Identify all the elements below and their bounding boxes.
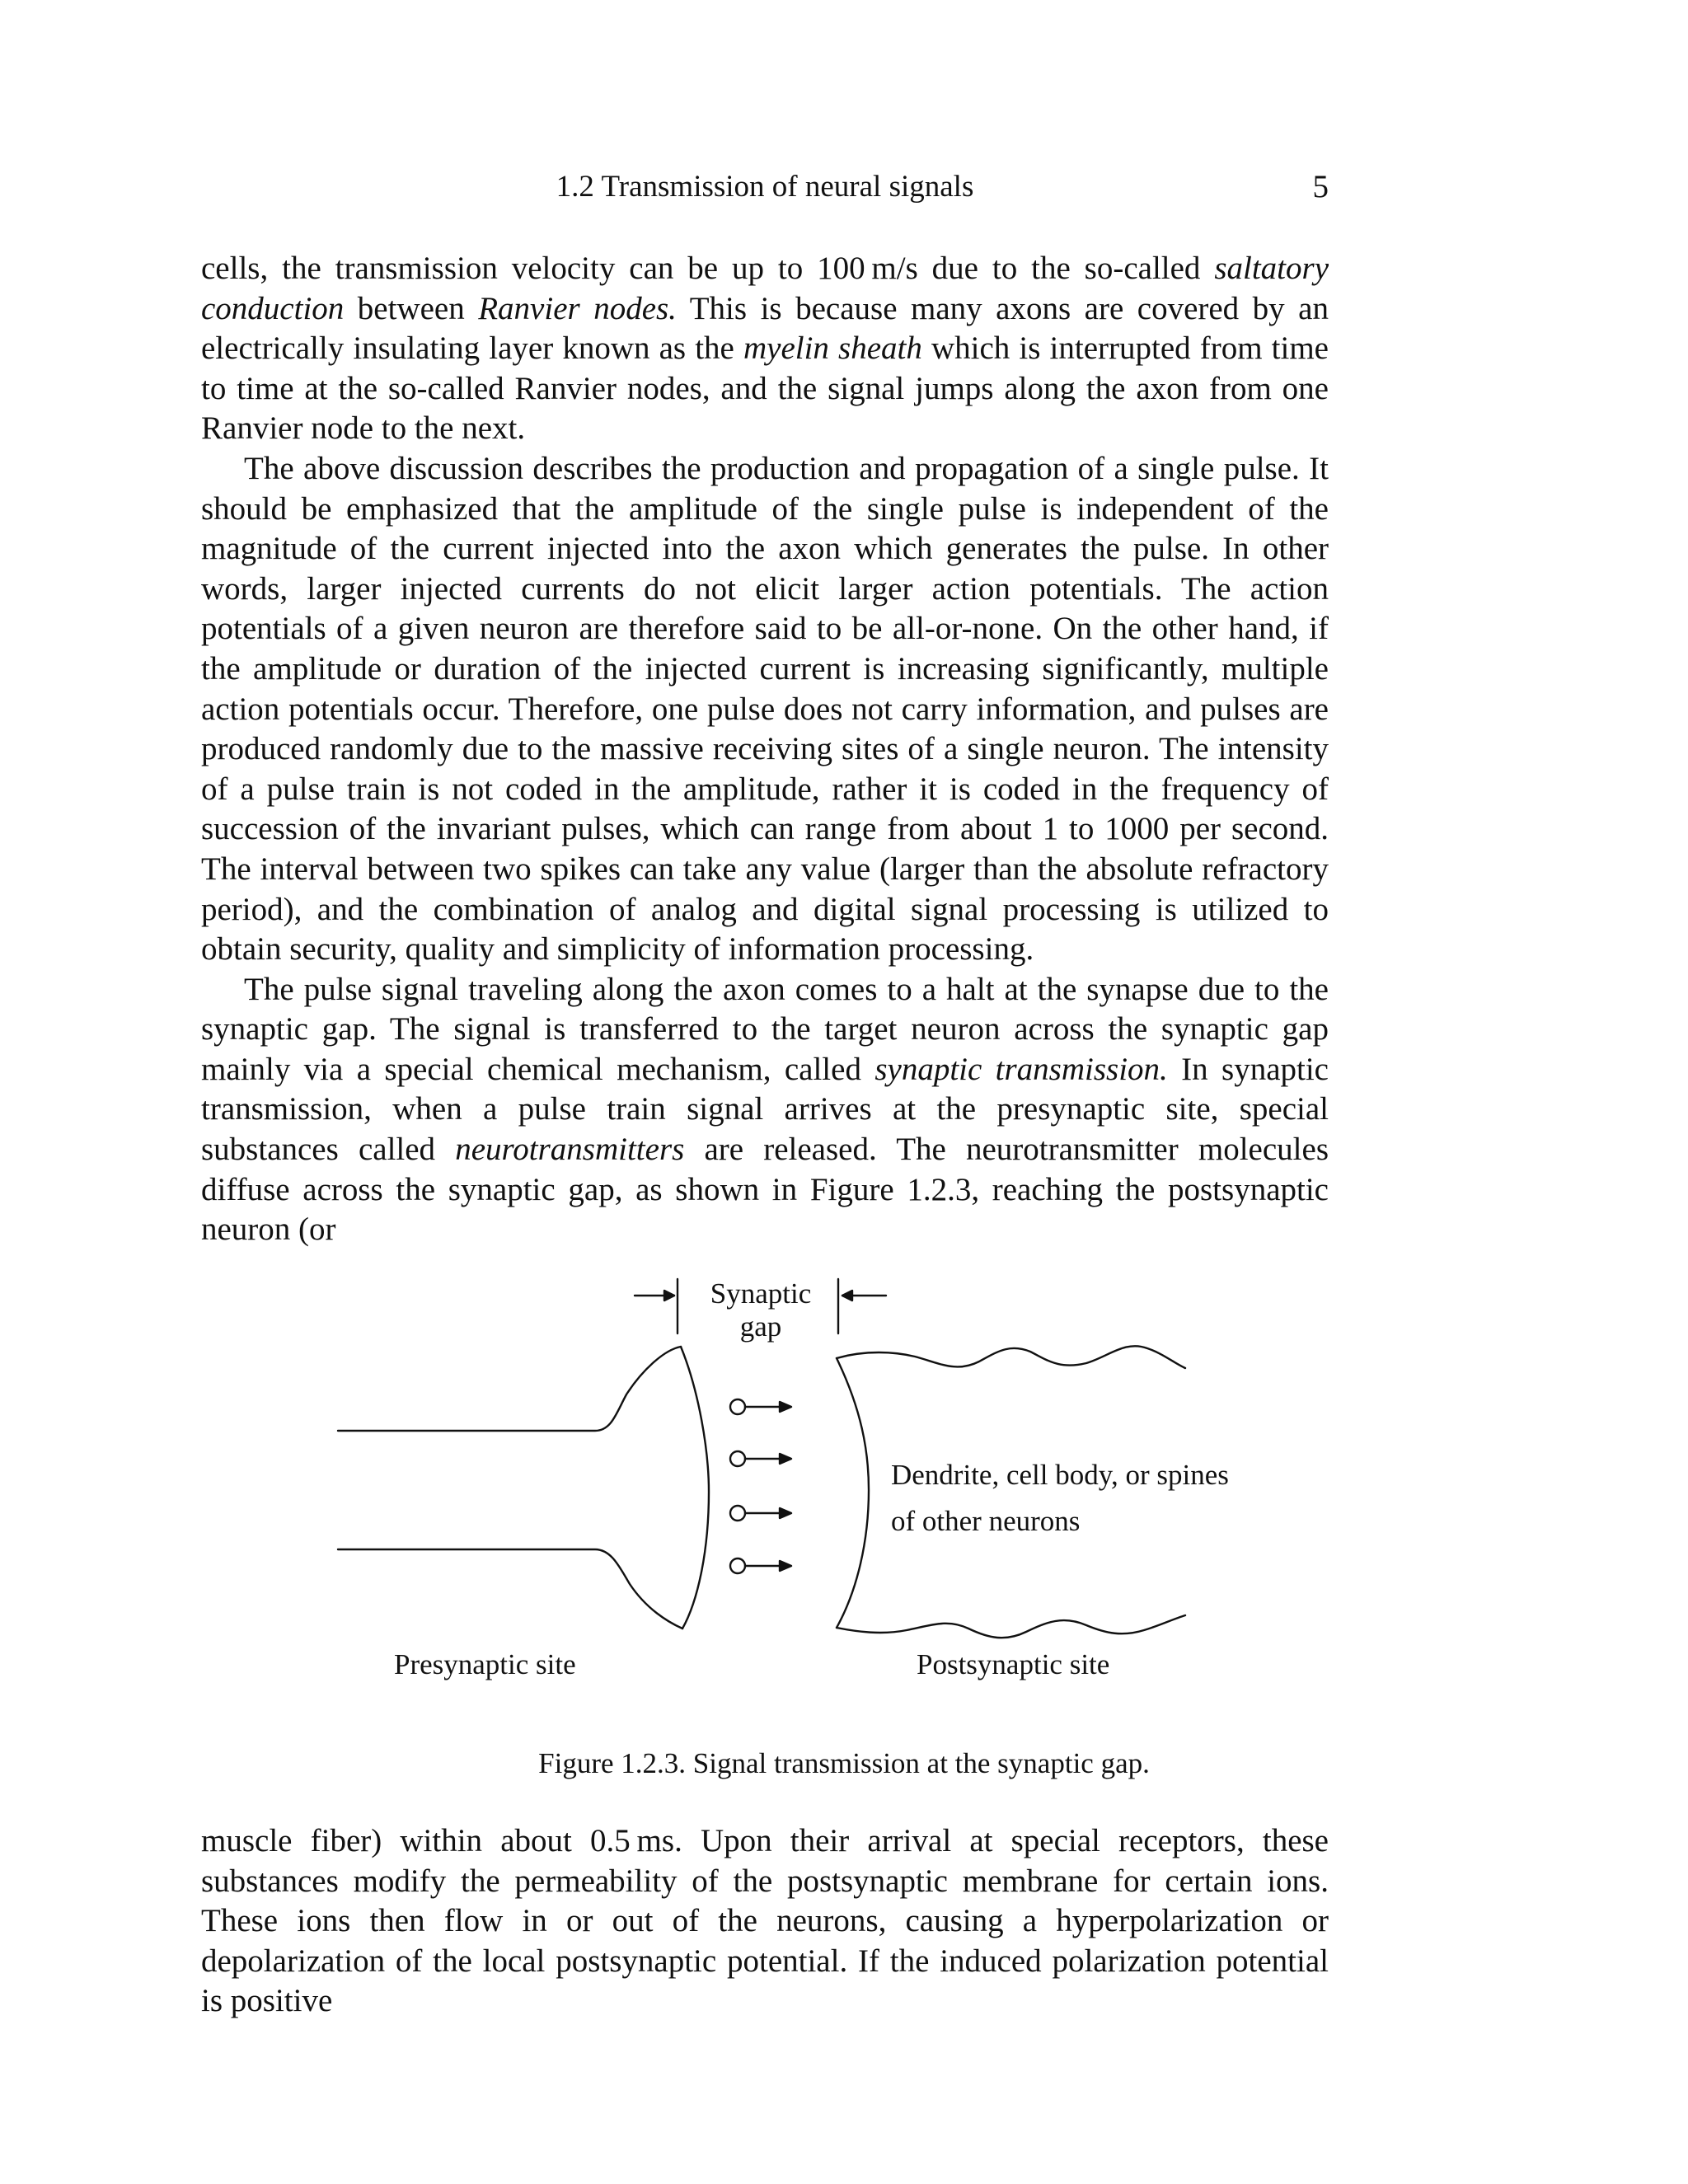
body-text-top — [201, 249, 1329, 1250]
emphasis-term: neurotransmitters — [455, 1132, 685, 1168]
gap-label-line: gap — [739, 1310, 782, 1343]
postsynaptic-site-label: Postsynaptic site — [917, 1648, 1110, 1680]
paragraph-pulse-discussion: The above discussion describes the production and propagation of a single pulse. It should be emphasized that the amplitude of the single pulse is independent of the magnitude of the current injected into the axon which generates the pulse. In other words, larger injected currents do not elicit larger action potentials. The action potentials of a given neuron are therefore said to be all-or-none. On the other hand, if the amplitude or duration of the injected current is increasing significantly, multiple action potentials occur. Therefore, one pulse does not carry information, and pulses are produced randomly due to the massive receiving sites of a single neuron. The intensity of a pulse train is not coded in the amplitude, rather it is coded in the frequency of succession of the invariant pulses, which can range from about 1 to 1000 per second. The interval between two spikes can take any value (larger than the absolute refractory period), and the combination of analog and digital signal processing is utilized to obtain security, quality and simplicity of information processing. — [201, 450, 1329, 968]
presynaptic-site-label: Presynaptic site — [394, 1648, 576, 1680]
dendrite-label-line: of other neurons — [891, 1505, 1081, 1537]
gap-arrowhead-right — [842, 1291, 852, 1301]
text-run: This is because many axons are covered by an electrically insulating layer known as the — [201, 290, 1329, 367]
emphasis-term: saltatory conduction — [201, 251, 1329, 326]
paragraph-continuation-bottom: muscle fiber) within about 0.5 ms. Upon their arrival at special receptors, these substances modify the permeability of the postsynaptic membrane for certain ions. These ions then flow in or out of the neurons, causing a hyperpolarization or depolarization of the local postsynaptic potential. If the induced polarization potential is positive — [201, 1823, 1329, 2019]
synaptic-gap-label — [707, 1277, 814, 1343]
paragraph-synaptic-transmission — [201, 970, 1329, 1250]
postsynaptic-upper-wave — [837, 1346, 1185, 1368]
emphasis-term: synaptic transmission. — [874, 1051, 1168, 1087]
running-header — [201, 166, 1329, 208]
postsynaptic-membrane — [837, 1358, 869, 1628]
dendrite-label-line: Dendrite, cell body, or spines — [891, 1459, 1229, 1491]
dendrite-label — [891, 1452, 1229, 1544]
text-run: which is interrupted from time to time at the so-called Ranvier nodes, and the signal jumps along the axon from one Ranvier node to the next. — [201, 330, 1329, 447]
text-run: are released. The neurotransmitter molecules diffuse across the synaptic gap, as shown in Figure 1.2.3, reaching the postsynaptic neuron (or — [201, 1132, 1329, 1248]
neurotransmitter-molecule — [730, 1558, 791, 1573]
axon-lower-edge — [338, 1549, 682, 1629]
gap-label-line: Synaptic — [710, 1277, 812, 1310]
paragraph-continuation — [201, 249, 1329, 449]
text-run: between — [344, 290, 479, 326]
presynaptic-membrane — [681, 1347, 709, 1629]
postsynaptic-lower-wave — [837, 1615, 1185, 1638]
text-run: The pulse signal traveling along the axon comes to a halt at the synapse due to the synaptic gap. The signal is transferred to the target neuron across the synaptic gap mainly via a special chemical mechanism, called — [201, 971, 1329, 1087]
gap-arrowhead-left — [664, 1291, 674, 1301]
axon-upper-edge — [338, 1347, 681, 1431]
body-text-bottom — [201, 1821, 1329, 2022]
text-run: cells, the transmission velocity can be up to 100 m/s due to the so-called — [201, 251, 1215, 286]
neurotransmitter-molecule — [730, 1399, 791, 1414]
text-run: In synaptic transmission, when a pulse train signal arrives at the presynaptic site, special substances called — [201, 1051, 1329, 1168]
running-title: 1.2 Transmission of neural signals — [556, 170, 974, 204]
figure-caption: Figure 1.2.3. Signal transmission at the synaptic gap. — [538, 1747, 1150, 1779]
emphasis-term: myelin sheath — [743, 330, 922, 367]
emphasis-term: Ranvier nodes. — [478, 290, 677, 326]
neurotransmitter-molecule — [730, 1506, 791, 1521]
neurotransmitter-molecule — [730, 1451, 791, 1466]
page-number: 5 — [1312, 169, 1329, 204]
